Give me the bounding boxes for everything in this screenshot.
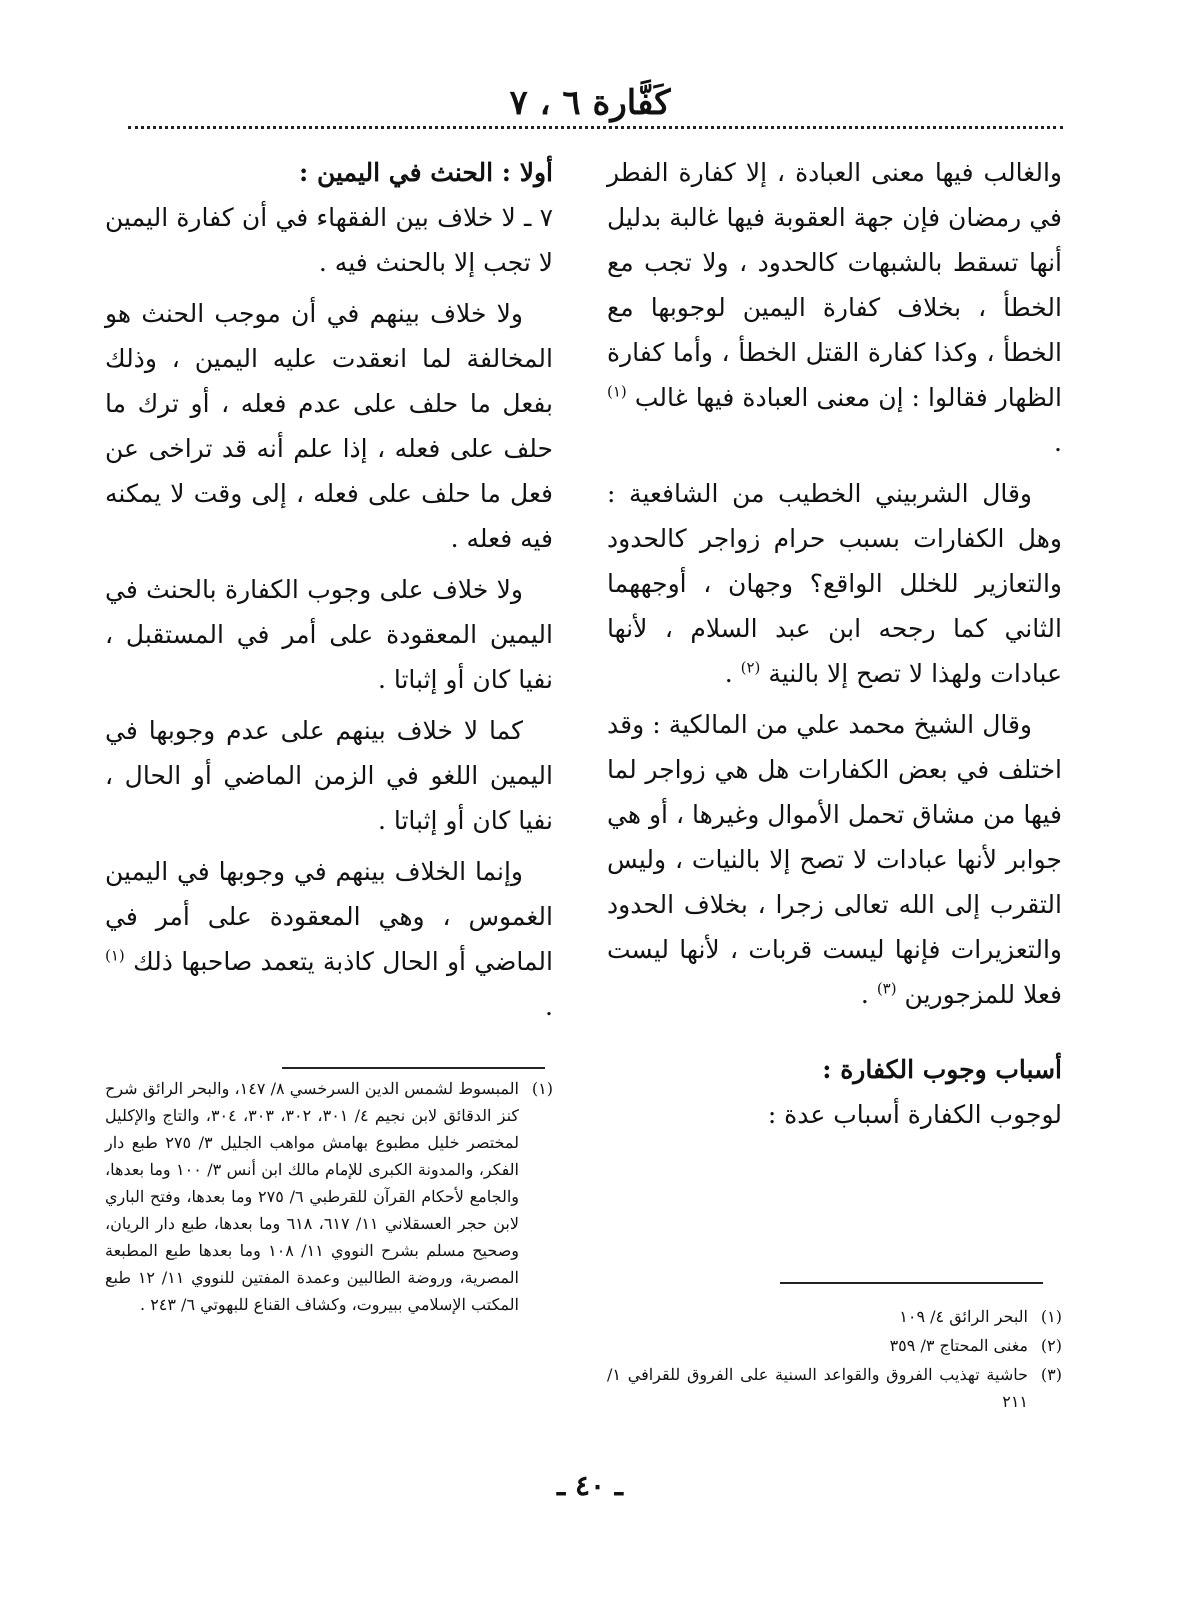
- footnote-marker[interactable]: (١): [607, 382, 627, 401]
- paragraph: وإنما الخلاف بينهم في وجوبها في اليمين الغموس ، وهي المعقودة على أمر في الماضي أو الحال كاذبة يتعمد صاحبها ذلك $^{(١)}$ .: [105, 857, 553, 1021]
- page-number: ـ ٤٠ ـ: [557, 1469, 623, 1502]
- footnote-divider: [780, 1282, 1043, 1284]
- footnote: (٣)حاشية تهذيب الفروق والقواعد السنية على الفروق للقرافي ١/ ٢١١: [607, 1365, 1062, 1411]
- footnote-marker[interactable]: (١): [105, 946, 125, 965]
- section-heading: أولا : الحنث في اليمين :: [299, 158, 553, 187]
- footnotes-right: [607, 1303, 1062, 1417]
- footnote: (٢)مغنى المحتاج ٣/ ٣٥٩: [889, 1336, 1062, 1355]
- paragraph: ولا خلاف بينهم في أن موجب الحنث هو المخالفة لما انعقدت عليه اليمين ، وذلك بفعل ما حلف على عدم فعله ، أو ترك ما حلف على فعله ، إذا علم أنه قد تراخى عن فعل ما حلف على فعله ، إلى وقت لا يمكنه فيه فعله .: [105, 299, 553, 553]
- footnotes-left: [105, 1075, 553, 1320]
- paragraph: كما لا خلاف بينهم على عدم وجوبها في اليمين اللغو في الزمن الماضي أو الحال ، نفيا كان أو إثباتا .: [105, 716, 553, 835]
- paragraph: ولا خلاف على وجوب الكفارة بالحنث في اليمين المعقودة على أمر في المستقبل ، نفيا كان أو إثباتا .: [105, 575, 553, 694]
- paragraph: لوجوب الكفارة أسباب عدة :: [767, 1100, 1062, 1129]
- footnote: (١)المبسوط لشمس الدين السرخسي ٨/ ١٤٧، والبحر الرائق شرح كنز الدقائق لابن نجيم ٤/ ٣٠١، ٣٠٢، ٣٠٣، ٣٠٤، والتاج والإكليل لمختصر خليل مطبوع بهامش مواهب الجليل ٣/ ٢٧٥ طبع دار الفكر، والمدونة الكبرى للإمام مالك ابن أنس ٣/ ١٠٠ وما بعدها، والجامع لأحكام القرآن للقرطبي ٦/ ٢٧٥ وما بعدها، وفتح الباري لابن حجر العسقلاني ١١/ ٦١٧، ٦١٨ وما بعدها، طبع دار الريان، وصحيح مسلم بشرح النووي ١١/ ١٠٨ وما بعدها طبع المطبعة المصرية، وروضة الطالبين وعمدة المفتين للنووي ١١/ ١٢ طبع المكتب الإسلامي ببيروت، وكشاف القناع للبهوتي ٦/ ٢٤٣ .: [105, 1079, 553, 1314]
- footnote-marker[interactable]: (٣): [876, 979, 897, 998]
- paragraph: ٧ ـ لا خلاف بين الفقهاء في أن كفارة اليمين لا تجب إلا بالحنث فيه .: [105, 203, 553, 277]
- footnote: (١)البحر الرائق ٤/ ١٠٩: [899, 1307, 1062, 1326]
- paragraph: وقال الشربيني الخطيب من الشافعية : وهل الكفارات بسبب حرام زواجر كالحدود والتعازير للخلل الواقع؟ وجهان ، أوجههما الثاني كما رجحه ابن عبد السلام ، لأنها عبادات ولهذا لا تصح إلا بالنية $^{(٢)}$ .: [607, 479, 1062, 688]
- left-column: [105, 150, 553, 1035]
- paragraph: وقال الشيخ محمد علي من المالكية : وقد اختلف في بعض الكفارات هل هي زواجر لما فيها من مشاق تحمل الأموال وغيرها ، أو هي جوابر لأنها عبادات لا تصح إلا بالنيات ، وليس التقرب إلى الله تعالى زجرا ، بخلاف الحدود والتعزيرات فإنها ليست قربات ، لأنها ليست فعلا للمزجورين $^{(٣)}$ .: [607, 710, 1062, 1009]
- dotted-divider: [128, 126, 1063, 129]
- footnote-marker[interactable]: (٢): [740, 658, 761, 677]
- section-heading: أسباب وجوب الكفارة :: [822, 1055, 1062, 1084]
- footnote-divider: [282, 1067, 545, 1069]
- paragraph: والغالب فيها معنى العبادة ، إلا كفارة الفطر في رمضان فإن جهة العقوبة فيها غالبة بدليل أنها تسقط بالشبهات كالحدود ، ولا تجب مع الخطأ ، بخلاف كفارة اليمين لوجوبها مع الخطأ ، وكذا كفارة القتل الخطأ ، وأما كفارة الظهار فقالوا : إن معنى العبادة فيها غالب $^{(١)}$ .: [607, 158, 1062, 457]
- right-column: [607, 150, 1062, 1143]
- page-title: كَفَّارة ٦ ، ٧: [509, 83, 671, 123]
